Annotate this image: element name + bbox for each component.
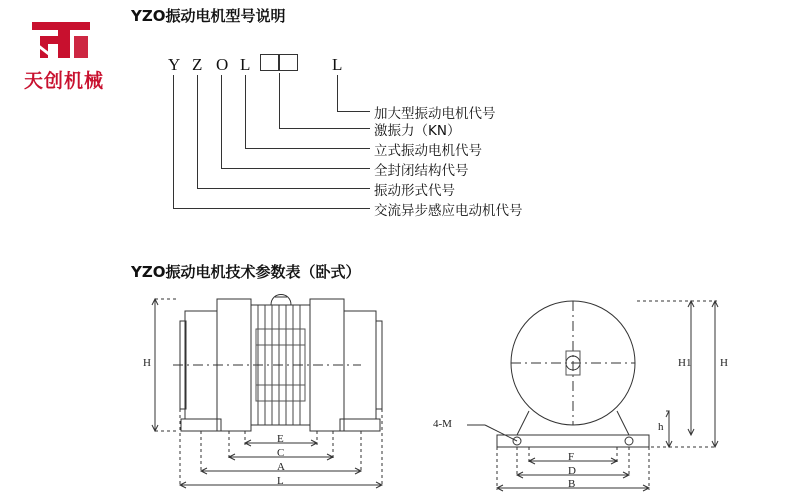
legend-item-3: 立式振动电机代号 bbox=[374, 143, 482, 159]
brand-name: 天创机械 bbox=[23, 70, 104, 92]
leader-line-3-horizontal bbox=[245, 148, 370, 149]
dim-label-D: D bbox=[568, 465, 576, 477]
heading-model-description: YZO振动电机型号说明 bbox=[131, 7, 286, 25]
leader-line-2-vertical bbox=[279, 73, 280, 128]
code-char-2: Z bbox=[192, 55, 203, 74]
leader-line-6-vertical bbox=[173, 75, 174, 208]
leader-line-5-vertical bbox=[197, 75, 198, 188]
legend-item-5: 振动形式代号 bbox=[374, 183, 455, 199]
dim-label-H-side: H bbox=[720, 357, 728, 369]
dim-label-C: C bbox=[277, 447, 285, 459]
dim-label-F: F bbox=[568, 451, 575, 463]
dim-label-E: E bbox=[277, 433, 284, 445]
tianchuang-logo-mark bbox=[30, 18, 92, 62]
dim-label-L: L bbox=[277, 475, 284, 487]
code-char-4: L bbox=[240, 55, 251, 74]
leader-line-4-horizontal bbox=[221, 168, 370, 169]
legend-item-2: 激振力（KN） bbox=[374, 123, 461, 139]
dim-label-A: A bbox=[277, 461, 285, 473]
legend-item-4: 全封闭结构代号 bbox=[374, 163, 469, 179]
code-char-5: L bbox=[332, 55, 343, 74]
company-logo bbox=[8, 18, 120, 100]
leader-line-4-vertical bbox=[221, 75, 222, 168]
motor-drawing-svg bbox=[125, 285, 765, 497]
code-box-1 bbox=[260, 54, 279, 71]
legend-item-1: 加大型振动电机代号 bbox=[374, 106, 496, 122]
code-box-2 bbox=[279, 54, 298, 71]
legend-item-6: 交流异步感应电动机代号 bbox=[374, 203, 523, 219]
leader-line-6-horizontal bbox=[173, 208, 370, 209]
dim-label-H-front: H bbox=[143, 357, 151, 369]
leader-line-2-horizontal bbox=[279, 128, 370, 129]
leader-line-3-vertical bbox=[245, 75, 246, 148]
dim-label-h: h bbox=[658, 421, 664, 433]
leader-line-1-horizontal bbox=[337, 111, 370, 112]
heading-parameter-table: YZO振动电机技术参数表（卧式） bbox=[131, 263, 361, 281]
motor-outline-drawing bbox=[125, 285, 765, 497]
leader-line-1-vertical bbox=[337, 75, 338, 111]
dim-label-B: B bbox=[568, 478, 576, 490]
code-char-3: O bbox=[216, 55, 229, 74]
model-code-diagram bbox=[150, 45, 580, 235]
leader-line-5-horizontal bbox=[197, 188, 370, 189]
code-char-1: Y bbox=[168, 55, 181, 74]
dim-label-4M: 4-M bbox=[433, 418, 452, 430]
dim-label-H1: H1 bbox=[678, 357, 692, 369]
